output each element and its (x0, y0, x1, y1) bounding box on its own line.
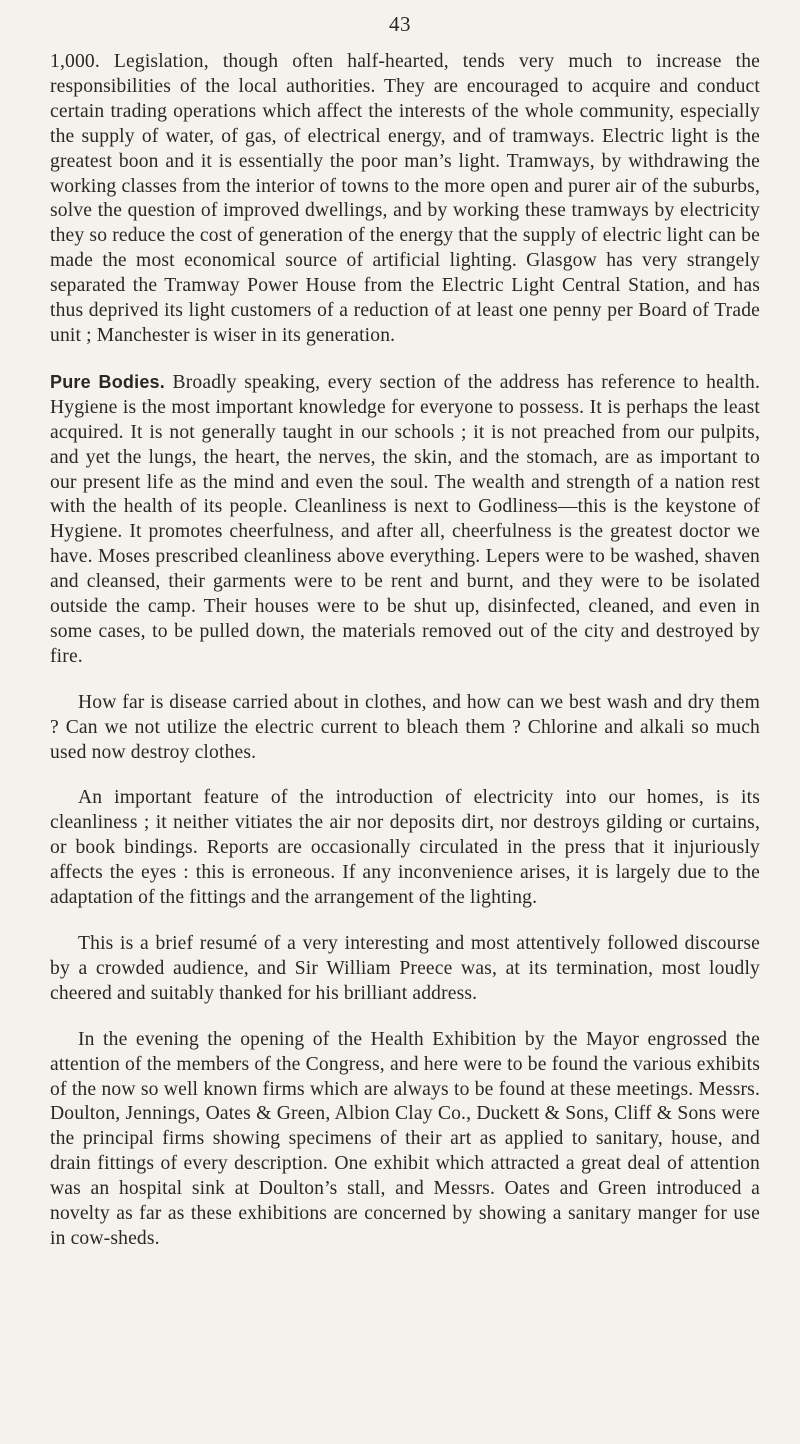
paragraph-legislation (50, 50, 760, 349)
paragraph-text: How far is disease carried about in clothes, and how can we best wash and dry them ? Can we not utilize the electric current to bleach them ? Chlorine and alkali so much used now destroy clothes. (50, 691, 760, 763)
paragraph-text: An important feature of the introduction of electricity into our homes, is its cleanliness ; it neither vitiates the air nor deposits dirt, nor destroys gilding or curtains, or book bindings. Reports are occasionally circulated in the press that it injuriously affects the eyes : this is erroneous. If any inconvenience arises, it is largely due to the adaptation of the fittings and the arrangement of the lighting. (50, 787, 760, 909)
paragraph-text: Broadly speaking, every section of the address has reference to health. Hygiene is the most important knowledge for everyone to possess. It is perhaps the least acquired. It is not generally taught in our schools ; it is not preached from our pulpits, and yet the lungs, the heart, the nerves, the skin, and the stomach, are as important to our present life as the mind and even the soul. The wealth and strength of a nation rest with the health of its people. Cleanliness is next to Godliness—this is the keystone of Hygiene. It promotes cheerfulness, and after all, cheerfulness is the greatest doctor we have. Moses prescribed cleanliness above everything. Lepers were to be washed, shaven and cleansed, their garments were to be rent and burnt, and they were to be isolated outside the camp. Their houses were to be shut up, disinfected, cleaned, and even in some cases, to be pulled down, the materials removed out of the city and destroyed by fire. (50, 371, 760, 667)
paragraph-pure-bodies (50, 370, 760, 670)
paragraph-health-exhibition (50, 1028, 760, 1252)
paragraph-clothes (50, 691, 760, 766)
body-text (50, 50, 760, 1273)
paragraph-electricity-cleanliness (50, 786, 760, 911)
section-heading-pure-bodies: Pure Bodies. (50, 371, 165, 392)
paragraph-text: This is a brief resumé of a very interesting and most attentively followed discourse by a crowded audience, and Sir William Preece was, at its termination, most loudly cheered and suitably thanked for his brilliant address. (50, 933, 760, 1004)
paragraph-resume (50, 932, 760, 1007)
paragraph-text: 1,000. Legislation, though often half-hearted, tends very much to increase the responsibilities of the local authorities. They are encouraged to acquire and conduct certain trading operations which affect the interests of the whole community, especially the supply of water, of gas, of electrical energy, and of tramways. Electric light is the greatest boon and it is essentially the poor man’s light. Tramways, by withdrawing the working classes from the interior of towns to the more open and purer air of the suburbs, solve the question of improved dwellings, and by working these tramways by electricity they so reduce the cost of generation of the energy that the supply of electric light can be made the most economical source of artificial lighting. Glasgow has very strangely separated the Tramway Power House from the Electric Light Central Station, and has thus deprived its light customers of a reduction of at least one penny per Board of Trade unit ; Manchester is wiser in its generation. (50, 51, 760, 346)
paragraph-text: In the evening the opening of the Health Exhibition by the Mayor engrossed the attention of the members of the Congress, and here were to be found the various exhibits of the now so well known firms which are always to be found at these meetings. Messrs. Doulton, Jennings, Oates & Green, Albion Clay Co., Duckett & Sons, Cliff & Sons were the principal firms showing specimens of their art as applied to sanitary, house, and drain fittings of every description. One exhibit which attracted a great deal of attention was an hospital sink at Doulton’s stall, and Messrs. Oates and Green introduced a novelty as far as these exhibitions are concerned by showing a sanitary manger for use in cow-sheds. (50, 1028, 760, 1249)
page-number: 43 (389, 12, 411, 36)
